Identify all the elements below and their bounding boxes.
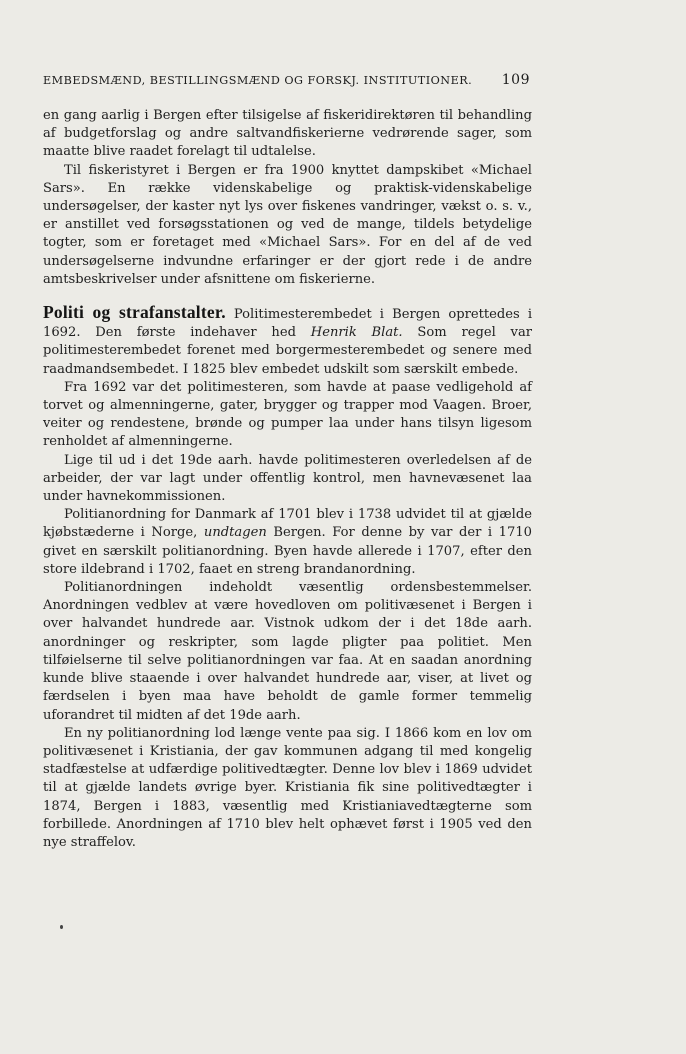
- text-column: [43, 107, 532, 852]
- paragraph-fiskeristyret: Til fiskeristyret i Bergen er fra 1900 knyttet dampskibet «Michael Sars». En række videnskabelige og praktisk-videnskabelige undersøgelser, der kaster nyt lys over fiskenes vandringer, vækst o. s. v., er anstillet ved forsøgsstationen og ved de mange, tildels betydelige togter, som er foretaget med «Michael Sars». For en del af de ved undersøgelserne indvundne erfaringer er der gjort rede i de andre amtsbeskrivelser under afsnittene om fiskerierne.: [43, 162, 532, 287]
- paragraph-overledelse: Lige til ud i det 19de aarh. havde politimesteren overledelsen af de arbeider, der var lagt under offentlig kontrol, men havnevæsenet laa under havnekommissionen.: [43, 452, 532, 505]
- paragraph-1701-a: Politianordning for Danmark af 1701 blev i 1738 udvidet til at gjælde kjøbstæderne i Norge,: [43, 507, 532, 541]
- running-header: [43, 72, 530, 88]
- paragraph-1701-b: Bergen. For denne by var der i 1710 givet en særskilt politianordning. Byen havde allerede i 1707, efter den store ildebrand i 1702, faaet en streng brandanordning.: [43, 525, 532, 577]
- paragraph-politi-intro: [43, 303, 532, 379]
- paragraph-vedligehold: Fra 1692 var det politimesteren, som havde at paase vedligehold af torvet og almenningerne, gater, brygger og trapper mod Vaagen. Broer, veiter og rendestene, brønde og pumper laa under hans tilsyn ligesom renholdet af almenningerne.: [43, 379, 532, 450]
- emphasis-undtagen: undtagen: [203, 525, 267, 541]
- person-name: Henrik Blat.: [310, 325, 403, 341]
- paragraph-continuation: en gang aarlig i Bergen efter tilsigelse af fiskeridirektøren til behandling af budgetforslag og andre saltvandfiskerierne vedrørende sager, som maatte blive raadet forelagt til udtalelse.: [43, 108, 532, 160]
- page-number: 109: [501, 72, 530, 88]
- paragraph-politianordning-1701: [43, 506, 532, 579]
- paragraph-ny-politianordning: En ny politianordning lod længe vente paa sig. I 1866 kom en lov om politivæsenet i Kristiania, der gav kommunen adgang til med kongelig stadfæstelse at udfærdige politivedtægter. Denne lov blev i 1869 udvidet til at gjælde landets øvrige byer. Kristiania fik sine politivedtægter i 1874, Bergen i 1883, væsentlig med Kristianiavedtægterne som forbillede. Anordningen af 1710 blev helt ophævet først i 1905 ved den nye straffelov.: [43, 725, 532, 850]
- running-title: EMBEDSMÆND, BESTILLINGSMÆND OG FORSKJ. INSTITUTIONER.: [43, 74, 473, 87]
- paragraph-ordensbestemmelser: Politianordningen indeholdt væsentlig ordensbestemmelser. Anordningen vedblev at være hovedloven om politivæsenet i Bergen i over halvandet hundrede aar. Vistnok udkom der i det 18de aarh. anordninger og reskripter, som lagde pligter paa politiet. Men tilføielserne til selve politianordningen var faa. At en saadan anordning kunde blive staaende i over halvandet hundrede aar, viser, at livet og færdselen i byen maa have beholdt de gamle former temmelig uforandret til midten af det 19de aarh.: [43, 580, 532, 723]
- ink-speck: [60, 925, 63, 929]
- paragraph-politi-intro-a: Politimesterembedet i Bergen oprettedes i 1692. Den første indehaver hed: [43, 307, 533, 341]
- paragraph-politi-intro-b: Som regel var politimesterembedet forenet med borgermesterembedet og senere med raadmandsembedet. I 1825 blev embedet udskilt som særskilt embede.: [43, 325, 533, 377]
- section-title: Politi og strafanstalter.: [43, 302, 226, 323]
